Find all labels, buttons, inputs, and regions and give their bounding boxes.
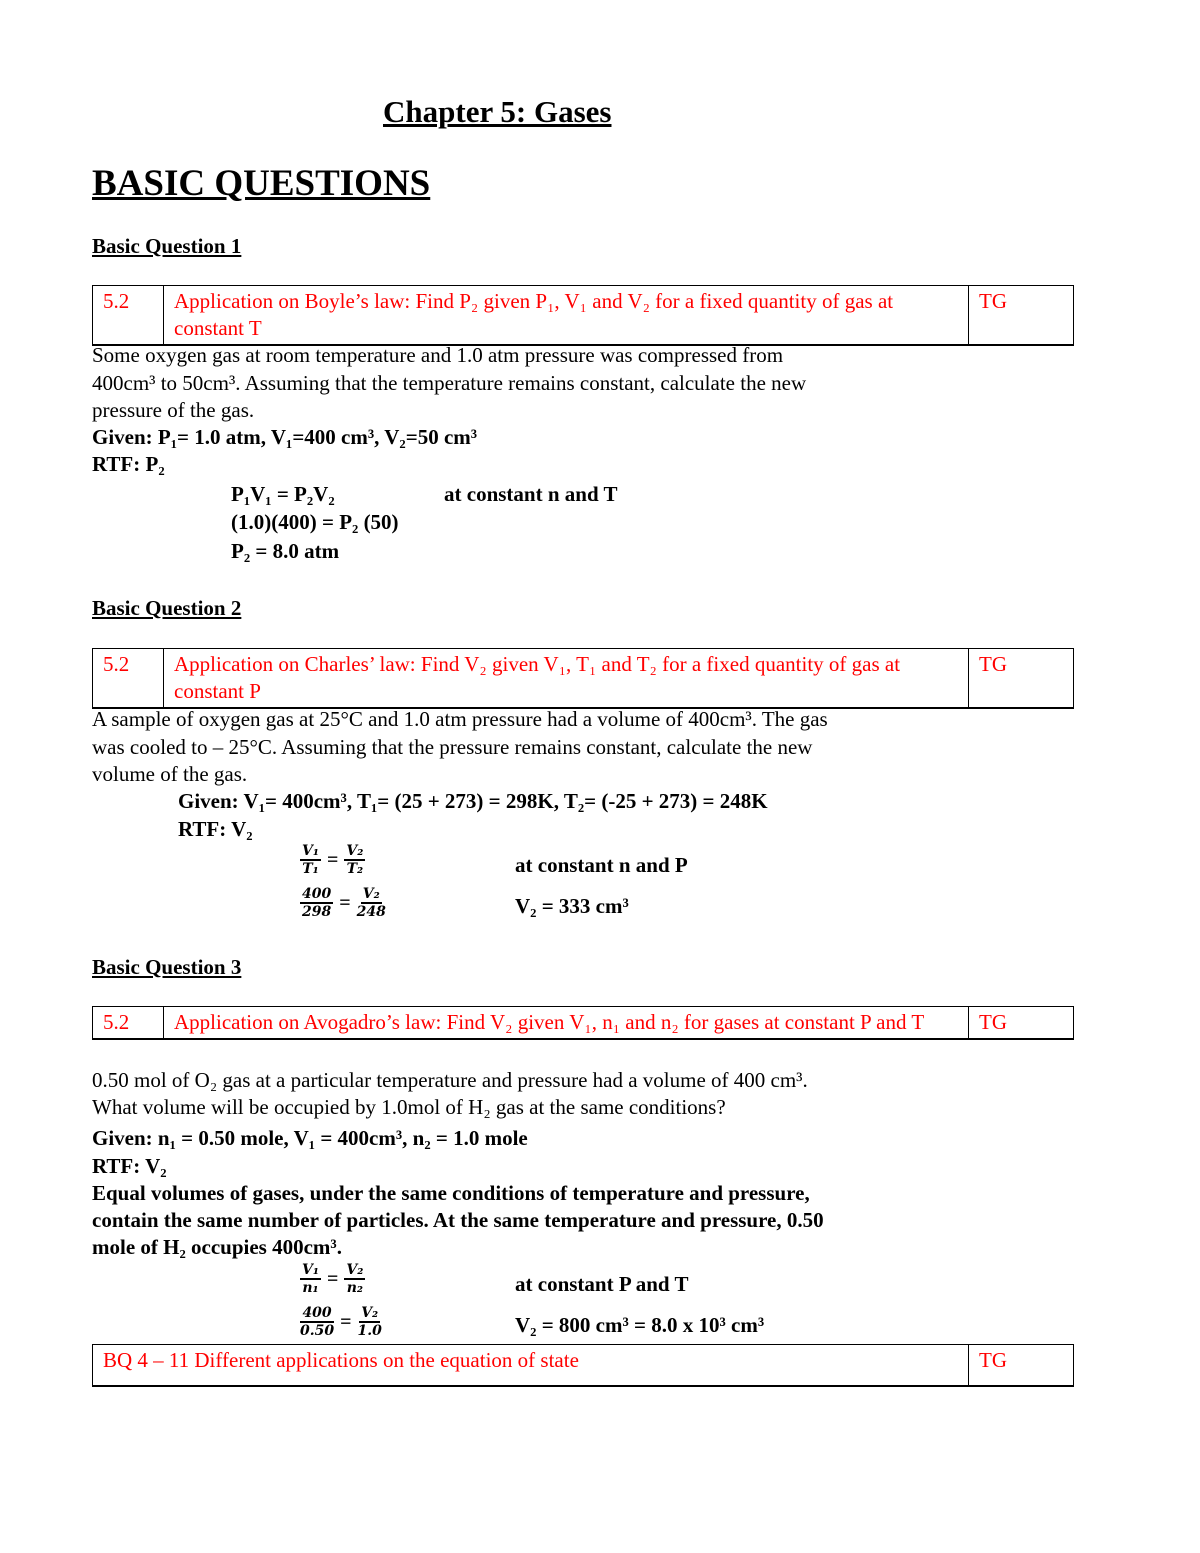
q3-explanation-line-3: mole of H₂ occupies 400cm³. bbox=[92, 1235, 342, 1259]
section-title: BASIC QUESTIONS bbox=[92, 163, 431, 204]
q1-equation-note: at constant n and T bbox=[444, 482, 618, 506]
q2-question-line-1: A sample of oxygen gas at 25°C and 1.0 atm pressure had a volume of 400cm³. The gas bbox=[92, 707, 828, 731]
q1-question-line-3: pressure of the gas. bbox=[92, 398, 255, 422]
q3-result: V₂ = 800 cm³ = 8.0 x 10³ cm³ bbox=[515, 1313, 765, 1337]
q3-fraction-v2-n2: $\frac{\text{V₂}}{\text{n₂}}$ bbox=[346, 1262, 364, 1296]
q1-rtf: RTF: P₂ bbox=[92, 452, 165, 476]
q1-question-line-1: Some oxygen gas at room temperature and 1.0 atm pressure was compressed from bbox=[92, 343, 784, 367]
q2-result: V₂ = 333 cm³ bbox=[515, 894, 629, 918]
q3-objective: Application on Avogadro’s law: Find V₂ given V₁, n₁ and n₂ for gases at constant P and T bbox=[164, 1007, 969, 1040]
q1-question-line-2: 400cm³ to 50cm³. Assuming that the temperature remains constant, calculate the new bbox=[92, 371, 807, 395]
q1-equation-3: P₂ = 8.0 atm bbox=[231, 539, 340, 563]
q3-code: 5.2 bbox=[93, 1007, 164, 1040]
q3-given: Given: n₁ = 0.50 mole, V₁ = 400cm³, n₂ = 1.0 mole bbox=[92, 1126, 528, 1150]
q2-question-line-2: was cooled to – 25°C. Assuming that the pressure remains constant, calculate the new bbox=[92, 735, 813, 759]
q2-constant-note: at constant n and P bbox=[515, 853, 688, 877]
q3-question-line-1: 0.50 mol of O₂ gas at a particular temperature and pressure had a volume of 400 cm³. bbox=[92, 1068, 808, 1092]
q3-objective-box bbox=[92, 1006, 1074, 1040]
q2-question-line-3: volume of the gas. bbox=[92, 762, 248, 786]
q3-question-line-2: What volume will be occupied by 1.0mol of H₂ gas at the same conditions? bbox=[92, 1095, 726, 1119]
q1-equation-1: P₁V₁ = P₂V₂ bbox=[231, 482, 335, 506]
q2-fraction-400-298: $\frac{400}{298}$ bbox=[302, 886, 332, 920]
q3-explanation-line-2: contain the same number of particles. At the same temperature and pressure, 0.50 bbox=[92, 1208, 824, 1232]
bq4-tag: TG bbox=[969, 1345, 1074, 1387]
q2-given: Given: V₁= 400cm³, T₁= (25 + 273) = 298K, T₂= (-25 + 273) = 248K bbox=[178, 789, 768, 813]
q1-heading: Basic Question 1 bbox=[92, 234, 242, 258]
q2-objective-box bbox=[92, 648, 1074, 709]
q2-fraction-v2-248: $\frac{\text{V₂}}{248}$ bbox=[356, 886, 386, 920]
q2-heading: Basic Question 2 bbox=[92, 596, 242, 620]
chapter-title: Chapter 5: Gases bbox=[383, 94, 612, 129]
q3-fraction-equation-1: $\frac{\text{V₁}}{\text{n₁}}$ = $\frac{\text{V₂}}{\text{n₂}}$ bbox=[302, 1262, 364, 1296]
q1-objective: Application on Boyle’s law: Find P₂ given P₁, V₁ and V₂ for a fixed quantity of gas at constant T bbox=[164, 286, 969, 346]
q2-code: 5.2 bbox=[93, 649, 164, 709]
q1-equation-2: (1.0)(400) = P₂ (50) bbox=[231, 510, 399, 534]
q2-rtf: RTF: V₂ bbox=[178, 817, 253, 841]
q3-fraction-v2-10: $\frac{\text{V₂}}{1.0}$ bbox=[357, 1305, 382, 1339]
q3-constant-note: at constant P and T bbox=[515, 1272, 689, 1296]
q1-given: Given: P₁= 1.0 atm, V₁=400 cm³, V₂=50 cm³ bbox=[92, 425, 478, 449]
q3-rtf: RTF: V₂ bbox=[92, 1154, 167, 1178]
q3-fraction-equation-2: $\frac{400}{0.50}$ = $\frac{\text{V₂}}{1.0}$ bbox=[300, 1305, 382, 1339]
bq4-objective-box bbox=[92, 1344, 1074, 1387]
q2-fraction-equation-1: $\frac{\text{V₁}}{\text{T₁}}$ = $\frac{\text{V₂}}{\text{T₂}}$ bbox=[302, 843, 364, 877]
q3-heading: Basic Question 3 bbox=[92, 955, 242, 979]
q3-tag: TG bbox=[969, 1007, 1074, 1040]
bq4-objective: BQ 4 – 11 Different applications on the equation of state bbox=[93, 1345, 969, 1387]
q2-fraction-v1-t1: $\frac{\text{V₁}}{\text{T₁}}$ bbox=[302, 843, 319, 877]
q2-objective: Application on Charles’ law: Find V₂ given V₁, T₁ and T₂ for a fixed quantity of gas at constant P bbox=[164, 649, 969, 709]
q3-fraction-v1-n1: $\frac{\text{V₁}}{\text{n₁}}$ bbox=[302, 1262, 319, 1296]
q2-fraction-v2-t2: $\frac{\text{V₂}}{\text{T₂}}$ bbox=[346, 843, 364, 877]
q1-code: 5.2 bbox=[93, 286, 164, 346]
q3-explanation-line-1: Equal volumes of gases, under the same conditions of temperature and pressure, bbox=[92, 1181, 810, 1205]
q1-tag: TG bbox=[969, 286, 1074, 346]
q2-fraction-equation-2: $\frac{400}{298}$ = $\frac{\text{V₂}}{248}$ bbox=[302, 886, 386, 920]
q3-fraction-400-050: $\frac{400}{0.50}$ bbox=[300, 1305, 335, 1339]
q2-tag: TG bbox=[969, 649, 1074, 709]
q1-objective-box bbox=[92, 285, 1074, 346]
